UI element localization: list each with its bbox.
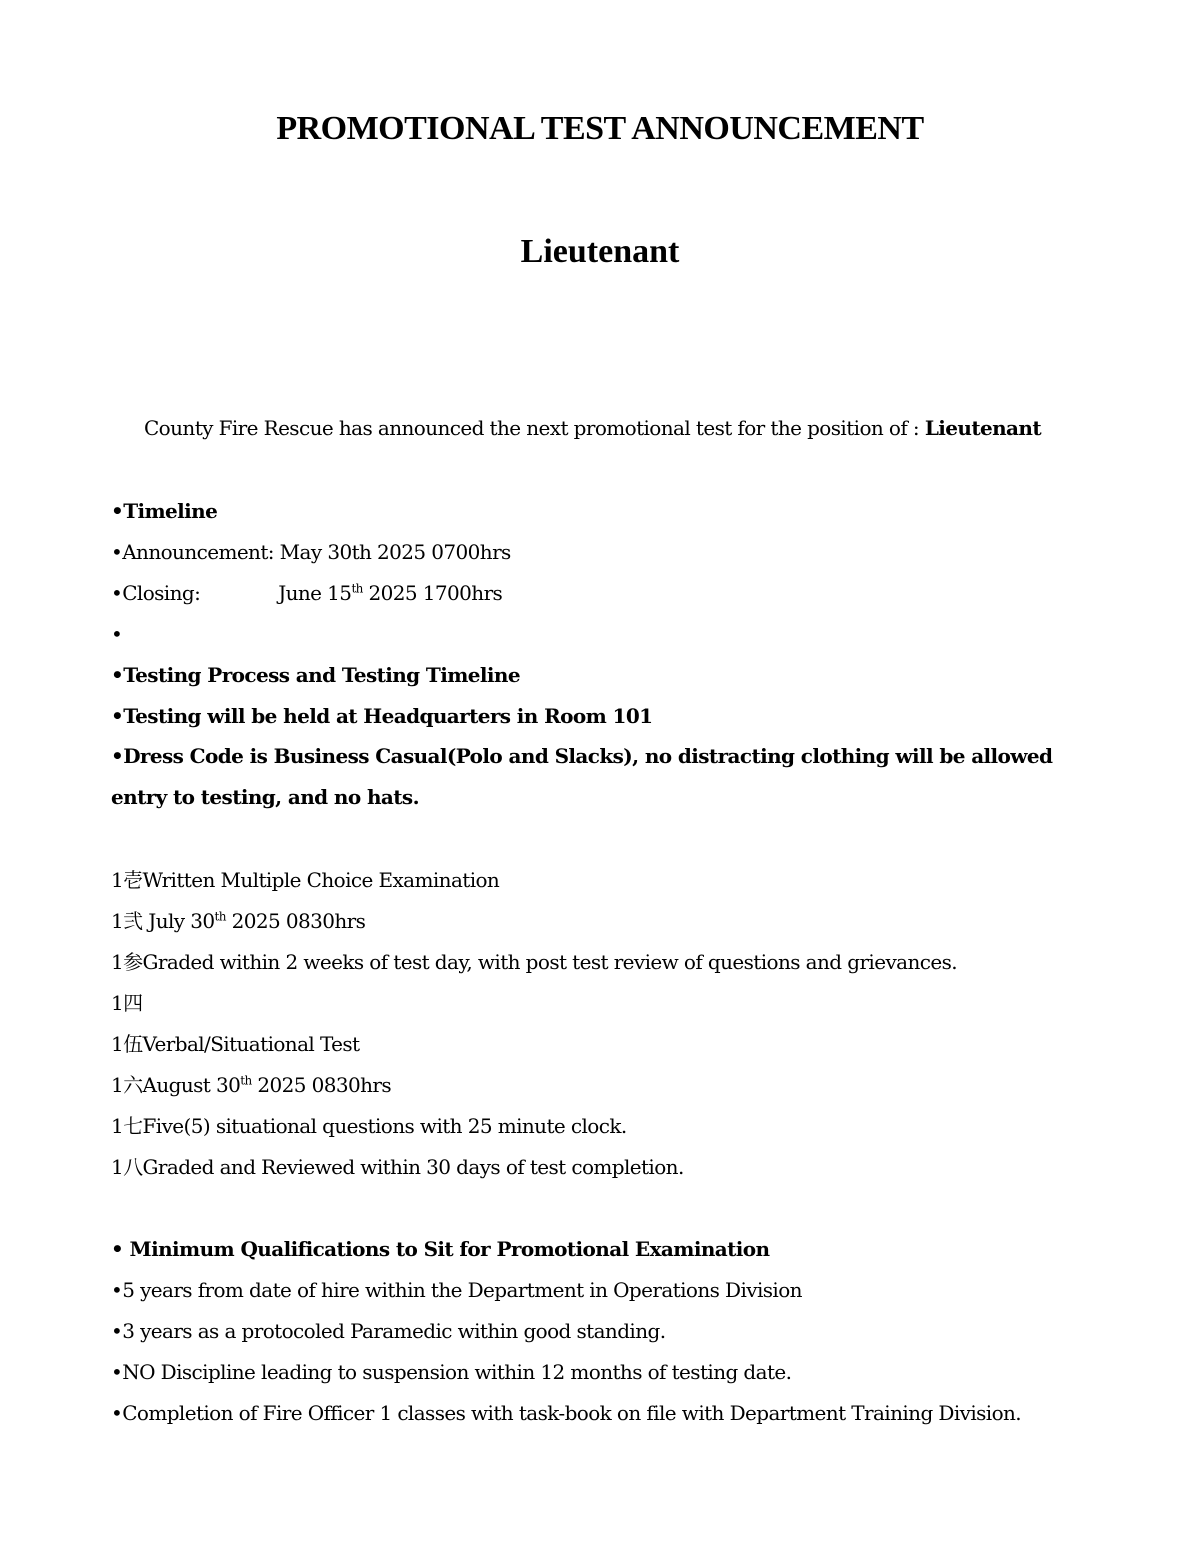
qualification-item: •3 years as a protocoled Paramedic within good standing.	[111, 1319, 666, 1343]
list-marker: 1壱	[111, 868, 143, 892]
closing-label: Closing:	[122, 581, 201, 605]
list-marker: 1八	[111, 1155, 143, 1179]
testing-location: •Testing will be held at Headquarters in Room 101	[111, 704, 653, 728]
qualifications-heading: • Minimum Qualifications to Sit for Promotional Examination	[111, 1237, 770, 1261]
announcement-line	[111, 539, 511, 565]
intro-paragraph	[0, 416, 1185, 440]
verbal-title: 1伍Verbal/Situational Test	[111, 1032, 360, 1056]
verbal-details: 1七Five(5) situational questions with 25 minute clock.	[111, 1114, 627, 1138]
list-marker: 1七	[111, 1114, 143, 1138]
timeline-heading: •Timeline	[111, 499, 218, 523]
announcement-label: Announcement:	[122, 540, 274, 564]
list-marker: 1参	[111, 950, 143, 974]
announcement-value: May 30th 2025 0700hrs	[279, 540, 511, 564]
qualification-item: •Completion of Fire Officer 1 classes with task-book on file with Department Training Division.	[111, 1401, 1022, 1425]
intro-position: Lieutenant	[924, 416, 1041, 440]
intro-text: County Fire Rescue has announced the next promotional test for the position of :	[143, 416, 920, 440]
empty-list-item	[111, 990, 143, 1016]
qualification-item: •5 years from date of hire within the Department in Operations Division	[111, 1278, 802, 1302]
page-title: PROMOTIONAL TEST ANNOUNCEMENT	[276, 110, 924, 147]
testing-heading: •Testing Process and Testing Timeline	[111, 663, 520, 687]
bullet: •	[111, 540, 123, 564]
written-grading: 1参Graded within 2 weeks of test day, with post test review of questions and grievances.	[111, 950, 958, 974]
bullet: •	[111, 581, 123, 605]
bullet: •	[111, 499, 124, 523]
empty-bullet: •	[111, 622, 123, 646]
closing-line: •Closing: June 15th 2025 1700hrs	[111, 581, 503, 605]
written-title: 1壱Written Multiple Choice Examination	[111, 868, 500, 892]
written-date: 1弐 July 30th 2025 0830hrs	[111, 909, 366, 933]
dress-code: •Dress Code is Business Casual(Polo and Slacks), no distracting clothing will be allowed entry to testing, and no hats.	[111, 744, 1053, 809]
verbal-grading: 1八Graded and Reviewed within 30 days of test completion.	[111, 1155, 684, 1179]
list-marker: 1六	[111, 1073, 143, 1097]
qualification-item: •NO Discipline leading to suspension within 12 months of testing date.	[111, 1360, 792, 1384]
list-marker: 1伍	[111, 1032, 143, 1056]
list-marker: 1四	[111, 991, 143, 1015]
verbal-date: 1六August 30th 2025 0830hrs	[111, 1073, 392, 1097]
page-subtitle: Lieutenant	[520, 233, 680, 270]
list-marker: 1弐	[111, 909, 143, 933]
